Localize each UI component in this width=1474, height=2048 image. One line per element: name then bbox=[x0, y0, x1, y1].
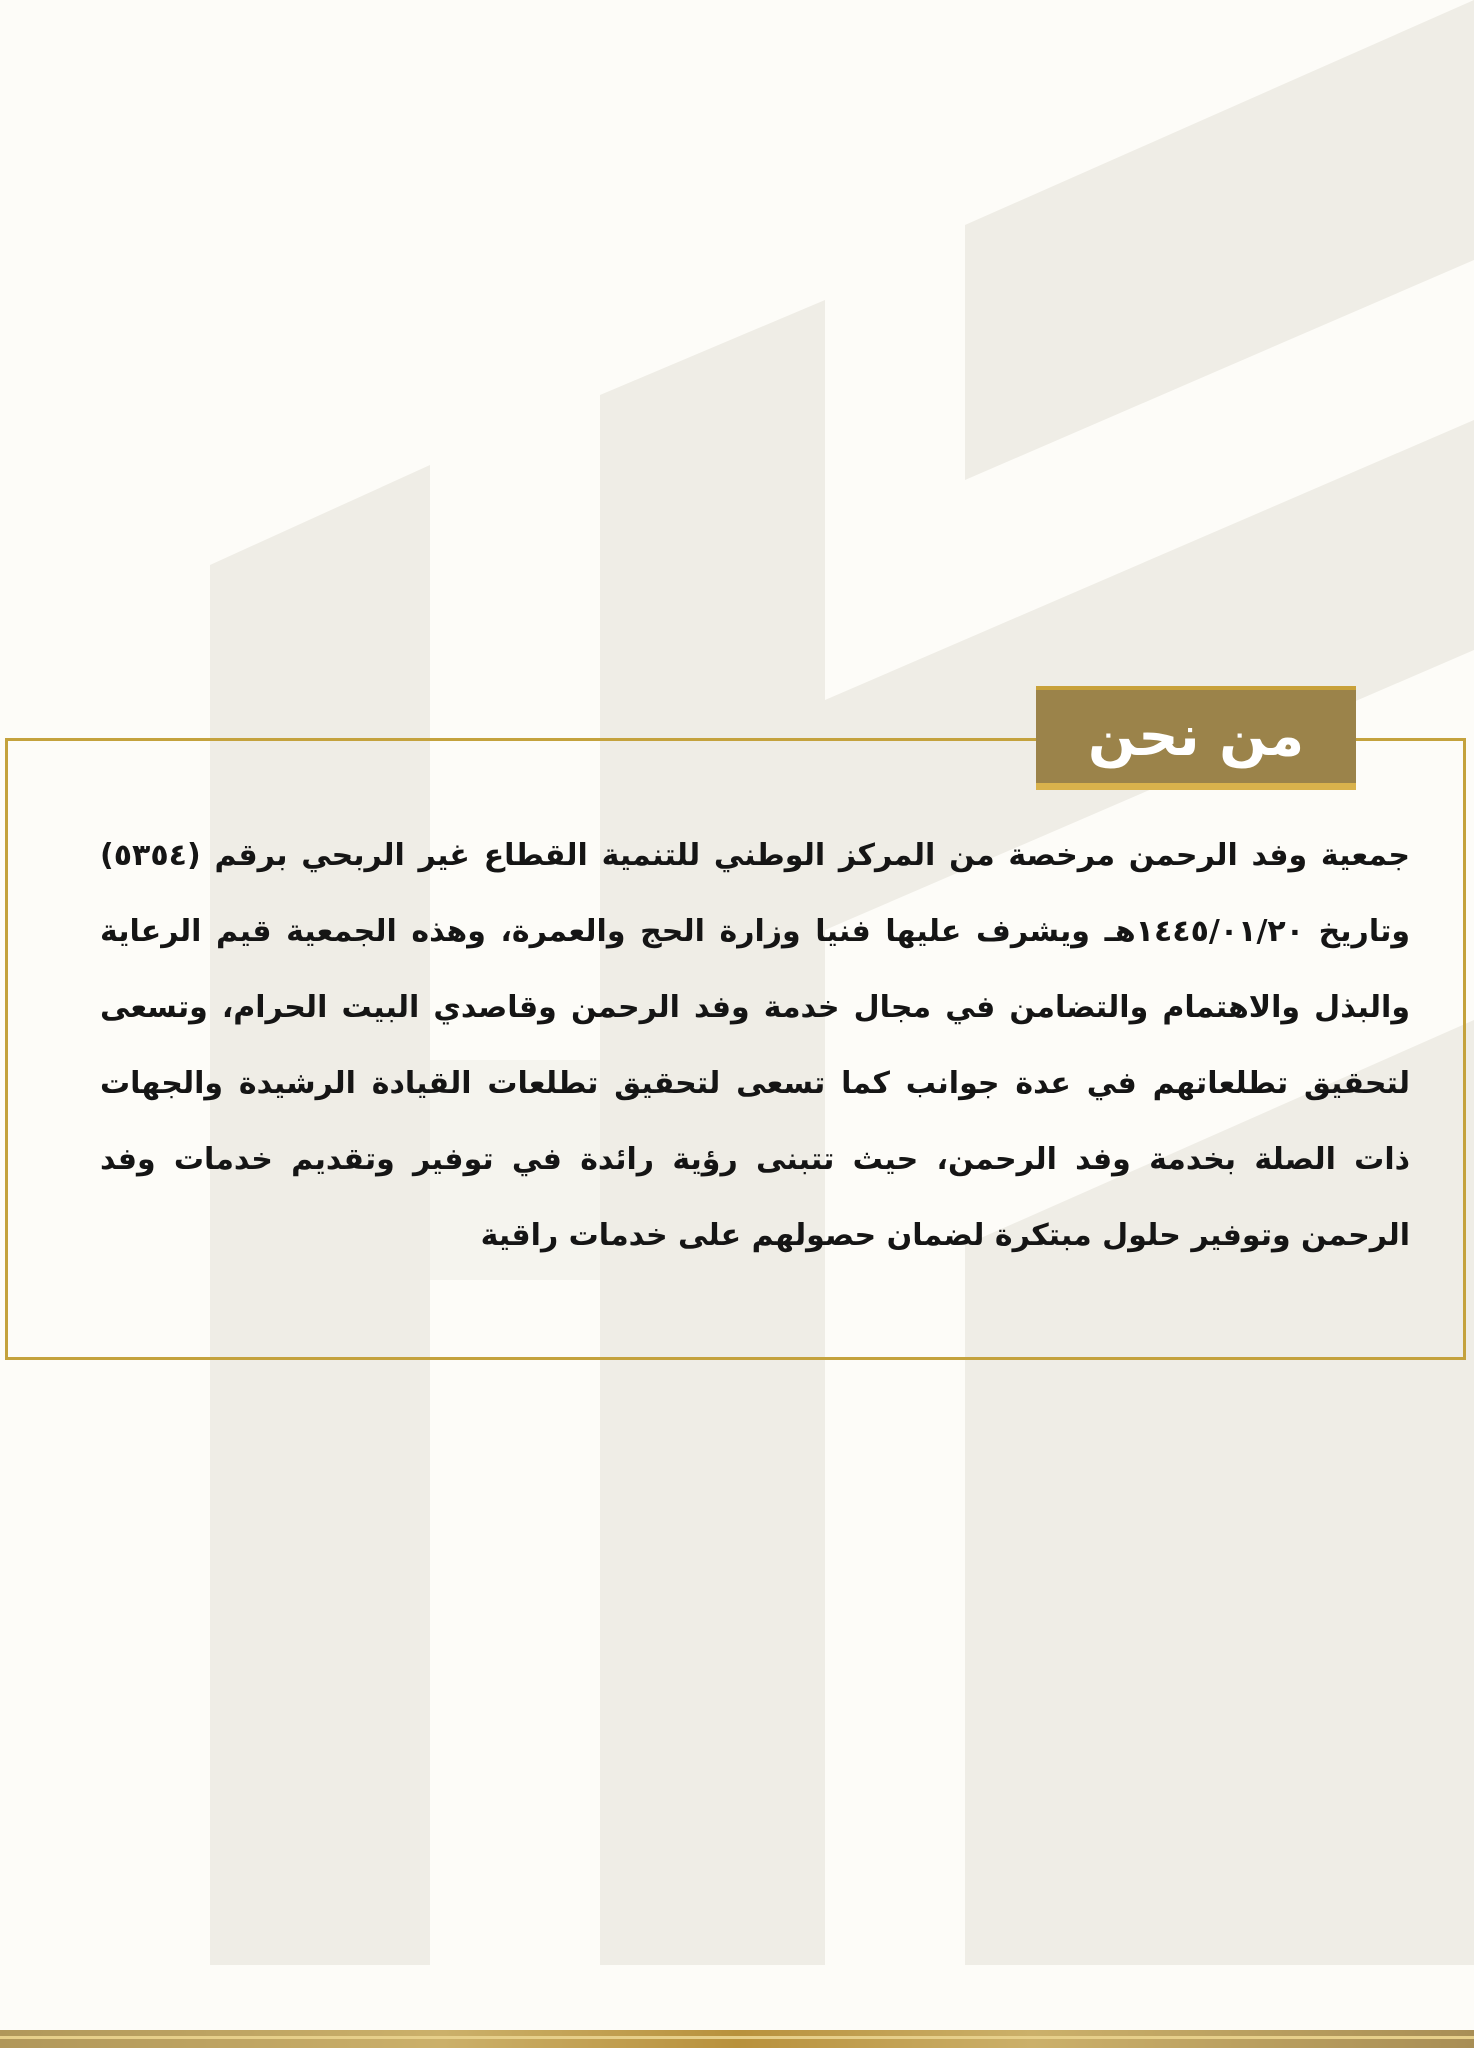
section-title-badge bbox=[1036, 686, 1356, 790]
footer-decorative-bar bbox=[0, 2030, 1474, 2048]
footer-accent-line bbox=[0, 2036, 1474, 2039]
section-title: من نحن bbox=[1087, 703, 1305, 769]
about-paragraph: جمعية وفد الرحمن مرخصة من المركز الوطني للتنمية القطاع غير الربحي برقم (٥٣٥٤) وتاريخ ١٤٤٥/٠١/٢٠هـ ويشرف عليها فنيا وزارة الحج والعمرة، وهذه الجمعية قيم الرعاية والبذل والاهتمام والتضامن في مجال خدمة وفد الرحمن وقاصدي البيت الحرام، وتسعى لتحقيق تطلعاتهم في عدة جوانب كما تسعى لتحقيق تطلعات القيادة الرشيدة والجهات ذات الصلة بخدمة وفد الرحمن، حيث تتبنى رؤية رائدة في توفير وتقديم خدمات وفد الرحمن وتوفير حلول مبتكرة لضمان حصولهم على خدمات راقية bbox=[100, 838, 1411, 1253]
